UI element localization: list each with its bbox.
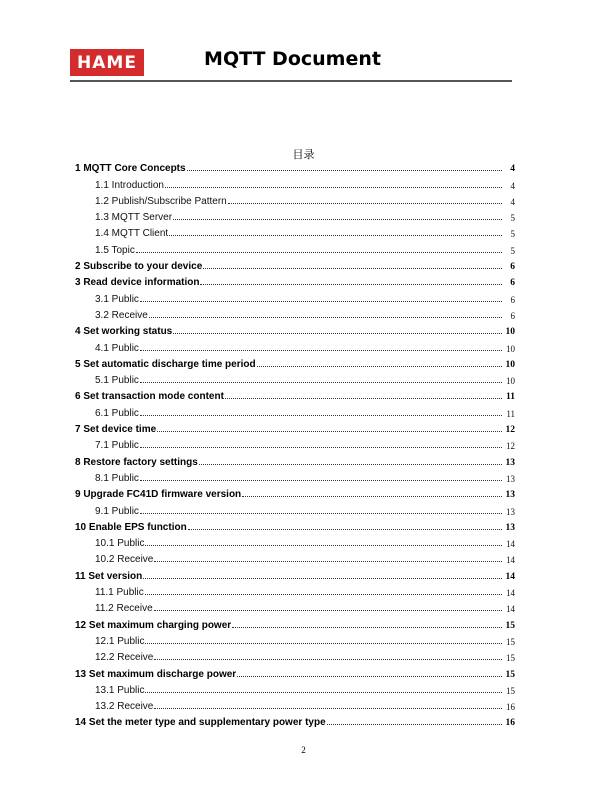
toc-entry-section[interactable] xyxy=(75,663,515,679)
toc-leader-dots xyxy=(154,658,502,660)
toc-entry-page: 10 xyxy=(506,343,515,354)
toc-leader-dots xyxy=(149,316,502,318)
toc-entry-label: 5 Set automatic discharge time period xyxy=(75,358,256,370)
toc-entry-section[interactable] xyxy=(75,614,515,630)
toc-leader-dots xyxy=(242,495,502,497)
toc-entry-label: 12.2 Receive xyxy=(95,652,154,664)
toc-entry-label: 5.1 Public xyxy=(95,375,139,387)
toc-entry-subsection[interactable] xyxy=(75,223,515,239)
toc-entry-subsection[interactable] xyxy=(75,647,515,663)
toc-entry-page: 14 xyxy=(506,555,515,566)
toc-entry-label: 10.1 Public xyxy=(95,538,145,550)
toc-entry-page: 14 xyxy=(506,588,515,599)
toc-entry-section[interactable] xyxy=(75,712,515,728)
toc-entry-subsection[interactable] xyxy=(75,207,515,223)
toc-leader-dots xyxy=(145,544,502,546)
toc-entry-page: 15 xyxy=(506,636,515,647)
toc-leader-dots xyxy=(136,251,502,253)
toc-leader-dots xyxy=(257,365,502,367)
toc-entry-label: 3 Read device information xyxy=(75,277,200,289)
toc-entry-label: 3.2 Receive xyxy=(95,309,148,321)
toc-entry-label: 1 MQTT Core Concepts xyxy=(75,163,186,175)
toc-entry-subsection[interactable] xyxy=(75,305,515,321)
toc-leader-dots xyxy=(200,283,502,285)
toc-entry-subsection[interactable] xyxy=(75,500,515,516)
toc-entry-page: 6 xyxy=(510,278,515,289)
toc-entry-label: 3.1 Public xyxy=(95,293,139,305)
toc-entry-page: 15 xyxy=(506,685,515,696)
toc-leader-dots xyxy=(140,349,502,351)
toc-entry-subsection[interactable] xyxy=(75,435,515,451)
toc-leader-dots xyxy=(327,723,502,725)
toc-leader-dots xyxy=(145,642,502,644)
toc-entry-subsection[interactable] xyxy=(75,582,515,598)
toc-entry-subsection[interactable] xyxy=(75,174,515,190)
toc-entry-label: 11 Set version xyxy=(75,570,143,582)
document-title: MQTT Document xyxy=(204,48,381,70)
toc-leader-dots xyxy=(140,414,502,416)
toc-leader-dots xyxy=(157,430,502,432)
toc-entry-label: 13.1 Public xyxy=(95,684,145,696)
toc-entry-label: 9.1 Public xyxy=(95,505,139,517)
toc-entry-label: 1.5 Topic xyxy=(95,244,135,256)
toc-entry-subsection[interactable] xyxy=(75,288,515,304)
toc-entry-subsection[interactable] xyxy=(75,598,515,614)
toc-entry-label: 11.1 Public xyxy=(95,587,144,599)
toc-leader-dots xyxy=(199,463,502,465)
toc-entry-section[interactable] xyxy=(75,354,515,370)
toc-entry-page: 10 xyxy=(505,327,515,338)
toc-entry-label: 2 Subscribe to your device xyxy=(75,261,203,273)
toc-entry-page: 5 xyxy=(510,245,515,256)
toc-entry-label: 1.4 MQTT Client xyxy=(95,228,169,240)
toc-entry-label: 10 Enable EPS function xyxy=(75,521,187,533)
toc-leader-dots xyxy=(169,234,502,236)
toc-leader-dots xyxy=(154,609,502,611)
toc-entry-page: 13 xyxy=(505,490,515,501)
toc-entry-page: 15 xyxy=(505,620,515,631)
toc-entry-subsection[interactable] xyxy=(75,549,515,565)
company-logo xyxy=(70,49,144,76)
toc-entry-subsection[interactable] xyxy=(75,370,515,386)
toc-entry-subsection[interactable] xyxy=(75,696,515,712)
toc-entry-label: 1.1 Introduction xyxy=(95,179,164,191)
toc-entry-subsection[interactable] xyxy=(75,631,515,647)
toc-entry-page: 13 xyxy=(505,457,515,468)
toc-leader-dots xyxy=(232,626,502,628)
toc-leader-dots xyxy=(140,512,502,514)
toc-entry-section[interactable] xyxy=(75,565,515,581)
toc-leader-dots xyxy=(237,675,502,677)
toc-leader-dots xyxy=(173,218,502,220)
toc-entry-subsection[interactable] xyxy=(75,239,515,255)
toc-entry-page: 6 xyxy=(510,262,515,273)
toc-entry-label: 1.3 MQTT Server xyxy=(95,212,173,224)
toc-entry-section[interactable] xyxy=(75,158,515,174)
toc-entry-page: 4 xyxy=(510,180,515,191)
toc-entry-page: 11 xyxy=(506,392,515,403)
toc-leader-dots xyxy=(145,691,502,693)
toc-entry-label: 4.1 Public xyxy=(95,342,139,354)
toc-entry-label: 8.1 Public xyxy=(95,472,139,484)
toc-entry-section[interactable] xyxy=(75,256,515,272)
toc-entry-label: 6 Set transaction mode content xyxy=(75,391,224,403)
toc-entry-label: 14 Set the meter type and supplementary power type xyxy=(75,717,326,729)
toc-entry-page: 13 xyxy=(506,506,515,517)
toc-entry-label: 13 Set maximum discharge power xyxy=(75,668,237,680)
toc-entry-page: 14 xyxy=(506,604,515,615)
toc-entry-page: 16 xyxy=(505,718,515,729)
toc-entry-label: 10.2 Receive xyxy=(95,554,154,566)
toc-leader-dots xyxy=(143,577,502,579)
toc-entry-page: 14 xyxy=(506,539,515,550)
toc-entry-section[interactable] xyxy=(75,484,515,500)
header-divider xyxy=(70,80,512,82)
logo-text: HAME xyxy=(77,52,137,73)
toc-entry-subsection[interactable] xyxy=(75,402,515,418)
toc-entry-page: 16 xyxy=(506,702,515,713)
toc-leader-dots xyxy=(140,446,502,448)
toc-entry-page: 12 xyxy=(505,425,515,436)
toc-leader-dots xyxy=(154,560,502,562)
toc-entry-section[interactable] xyxy=(75,386,515,402)
toc-entry-label: 7.1 Public xyxy=(95,440,139,452)
toc-entry-page: 6 xyxy=(510,294,515,305)
toc-entry-subsection[interactable] xyxy=(75,191,515,207)
toc-entry-page: 12 xyxy=(506,441,515,452)
toc-entry-page: 14 xyxy=(505,571,515,582)
toc-entry-label: 8 Restore factory settings xyxy=(75,456,198,468)
toc-entry-page: 4 xyxy=(510,164,515,175)
toc-leader-dots xyxy=(145,593,502,595)
toc-entry-page: 15 xyxy=(506,653,515,664)
toc-entry-page: 4 xyxy=(510,196,515,207)
toc-entry-section[interactable] xyxy=(75,451,515,467)
toc-entry-page: 13 xyxy=(505,522,515,533)
toc-entry-page: 5 xyxy=(510,213,515,224)
toc-entry-page: 6 xyxy=(510,310,515,321)
toc-entry-label: 12 Set maximum charging power xyxy=(75,619,232,631)
toc-leader-dots xyxy=(187,169,502,171)
toc-leader-dots xyxy=(188,528,502,530)
toc-entry-page: 11 xyxy=(506,408,515,419)
toc-heading: 目录 xyxy=(292,149,315,161)
toc-entry-subsection[interactable] xyxy=(75,337,515,353)
toc-entry-section[interactable] xyxy=(75,321,515,337)
toc-leader-dots xyxy=(140,381,502,383)
toc-entry-subsection[interactable] xyxy=(75,680,515,696)
toc-entry-page: 5 xyxy=(510,229,515,240)
toc-leader-dots xyxy=(228,202,502,204)
toc-entry-page: 15 xyxy=(505,669,515,680)
toc-entry-page: 10 xyxy=(505,359,515,370)
page-number: 2 xyxy=(301,745,306,755)
toc-leader-dots xyxy=(203,267,502,269)
toc-entry-page: 13 xyxy=(506,473,515,484)
toc-entry-label: 13.2 Receive xyxy=(95,701,154,713)
toc-leader-dots xyxy=(140,300,502,302)
toc-entry-label: 7 Set device time xyxy=(75,424,157,436)
toc-entry-label: 4 Set working status xyxy=(75,326,173,338)
toc-entry-subsection[interactable] xyxy=(75,468,515,484)
toc-entry-label: 1.2 Publish/Subscribe Pattern xyxy=(95,195,227,207)
toc-entry-section[interactable] xyxy=(75,272,515,288)
table-of-contents xyxy=(75,158,515,728)
toc-leader-dots xyxy=(140,479,502,481)
toc-entry-label: 11.2 Receive xyxy=(95,603,153,615)
toc-leader-dots xyxy=(225,397,502,399)
toc-entry-label: 9 Upgrade FC41D firmware version xyxy=(75,489,242,501)
toc-entry-page: 10 xyxy=(506,376,515,387)
toc-leader-dots xyxy=(173,332,502,334)
toc-leader-dots xyxy=(154,707,502,709)
toc-entry-section[interactable] xyxy=(75,517,515,533)
toc-leader-dots xyxy=(165,186,502,188)
toc-entry-label: 6.1 Public xyxy=(95,407,139,419)
toc-entry-subsection[interactable] xyxy=(75,533,515,549)
toc-entry-section[interactable] xyxy=(75,419,515,435)
toc-entry-label: 12.1 Public xyxy=(95,635,145,647)
